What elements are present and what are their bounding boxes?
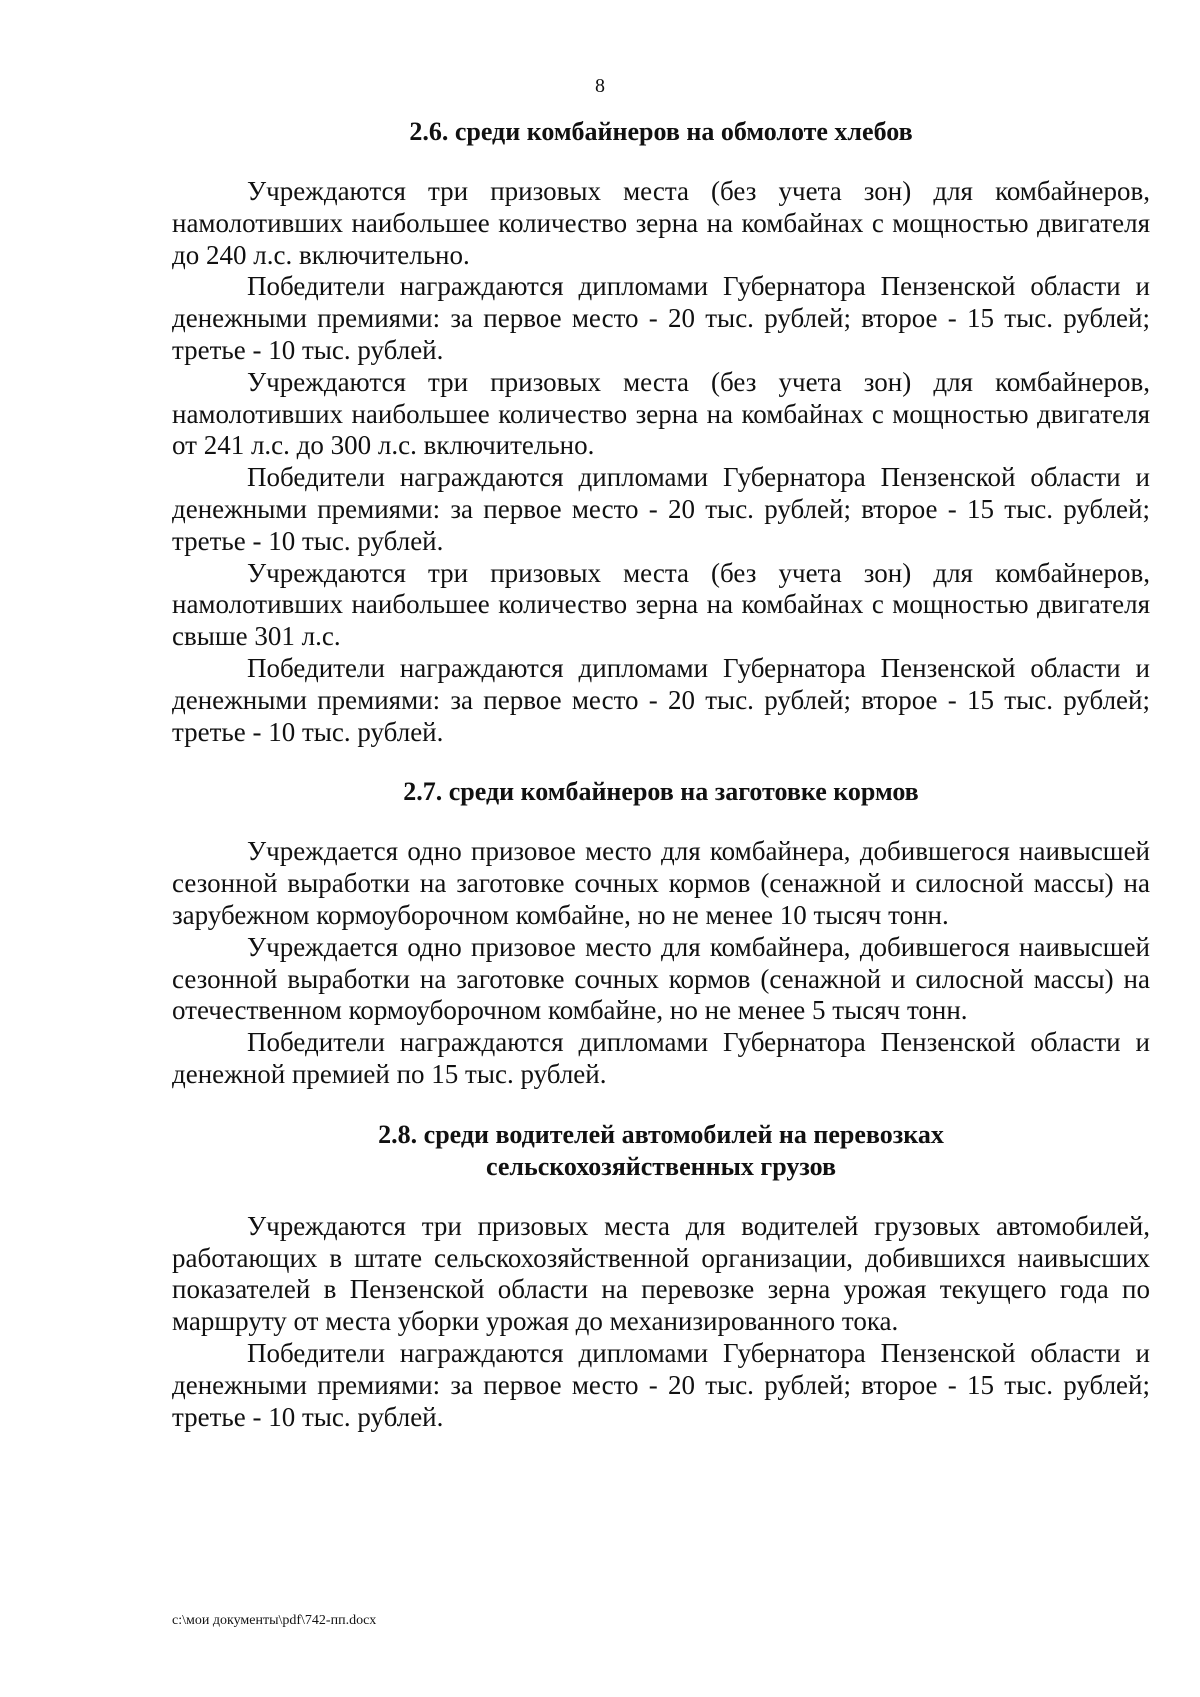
- section-2-8: [172, 1119, 1150, 1434]
- section-title: [172, 776, 1150, 808]
- section-2-6: [172, 116, 1150, 748]
- section-title-line: 2.8. среди водителей автомобилей на перевозках: [378, 1119, 944, 1149]
- paragraph: Победители награждаются дипломами Губернатора Пензенской области и денежными премиями: за первое место - 20 тыс. рублей; второе - 15 тыс. рублей; третье - 10 тыс. рублей.: [172, 462, 1150, 556]
- paragraph: Победители награждаются дипломами Губернатора Пензенской области и денежными премиями: за первое место - 20 тыс. рублей; второе - 15 тыс. рублей; третье - 10 тыс. рублей.: [172, 271, 1150, 365]
- footer-file-path: c:\мои документы\pdf\742-пп.docx: [172, 1613, 377, 1628]
- paragraph: Учреждаются три призовых места (без учета зон) для комбайнеров, намолотивших наибольшее количество зерна на комбайнах с мощностью двигателя от 241 л.с. до 300 л.с. включительно.: [172, 366, 1150, 461]
- section-title-line: 2.7. среди комбайнеров на заготовке кормов: [403, 777, 919, 807]
- section-title: [172, 1119, 1150, 1183]
- paragraph: Учреждается одно призовое место для комбайнера, добившегося наивысшей сезонной выработки на заготовке сочных кормов (сенажной и силосной массы) на отечественном кормоуборочном комбайне, но не менее 5 тысяч тонн.: [172, 931, 1150, 1026]
- document-body: [172, 116, 1150, 1433]
- paragraph: Учреждаются три призовых места (без учета зон) для комбайнеров, намолотивших наибольшее количество зерна на комбайнах с мощностью двигателя свыше 301 л.с.: [172, 557, 1150, 652]
- paragraph: Учреждаются три призовых места (без учета зон) для комбайнеров, намолотивших наибольшее количество зерна на комбайнах с мощностью двигателя до 240 л.с. включительно.: [172, 176, 1150, 270]
- section-title-line: 2.6. среди комбайнеров на обмолоте хлебов: [409, 117, 913, 146]
- section-title: [172, 116, 1150, 148]
- paragraph: Победители награждаются дипломами Губернатора Пензенской области и денежными премиями: за первое место - 20 тыс. рублей; второе - 15 тыс. рублей; третье - 10 тыс. рублей.: [172, 652, 1150, 747]
- section-title-line: сельскохозяйственных грузов: [485, 1151, 837, 1181]
- page-number: 8: [595, 75, 605, 97]
- paragraph: Учреждается одно призовое место для комбайнера, добившегося наивысшей сезонной выработки на заготовке сочных кормов (сенажной и силосной массы) на зарубежном кормоуборочном комбайне, но не менее 10 тысяч тонн.: [172, 836, 1150, 930]
- paragraph: Победители награждаются дипломами Губернатора Пензенской области и денежной премией по 15 тыс. рублей.: [172, 1027, 1150, 1089]
- section-2-7: [172, 776, 1150, 1090]
- section-paragraphs: [172, 1211, 1150, 1434]
- section-paragraphs: [172, 836, 1150, 1090]
- paragraph: Победители награждаются дипломами Губернатора Пензенской области и денежными премиями: за первое место - 20 тыс. рублей; второе - 15 тыс. рублей; третье - 10 тыс. рублей.: [172, 1337, 1150, 1432]
- section-paragraphs: [172, 176, 1150, 748]
- paragraph: Учреждаются три призовых места для водителей грузовых автомобилей, работающих в штате сельскохозяйственной организации, добившихся наивысших показателей в Пензенской области на перевозке зерна урожая текущего года по маршруту от места уборки урожая до механизированного тока.: [172, 1210, 1150, 1337]
